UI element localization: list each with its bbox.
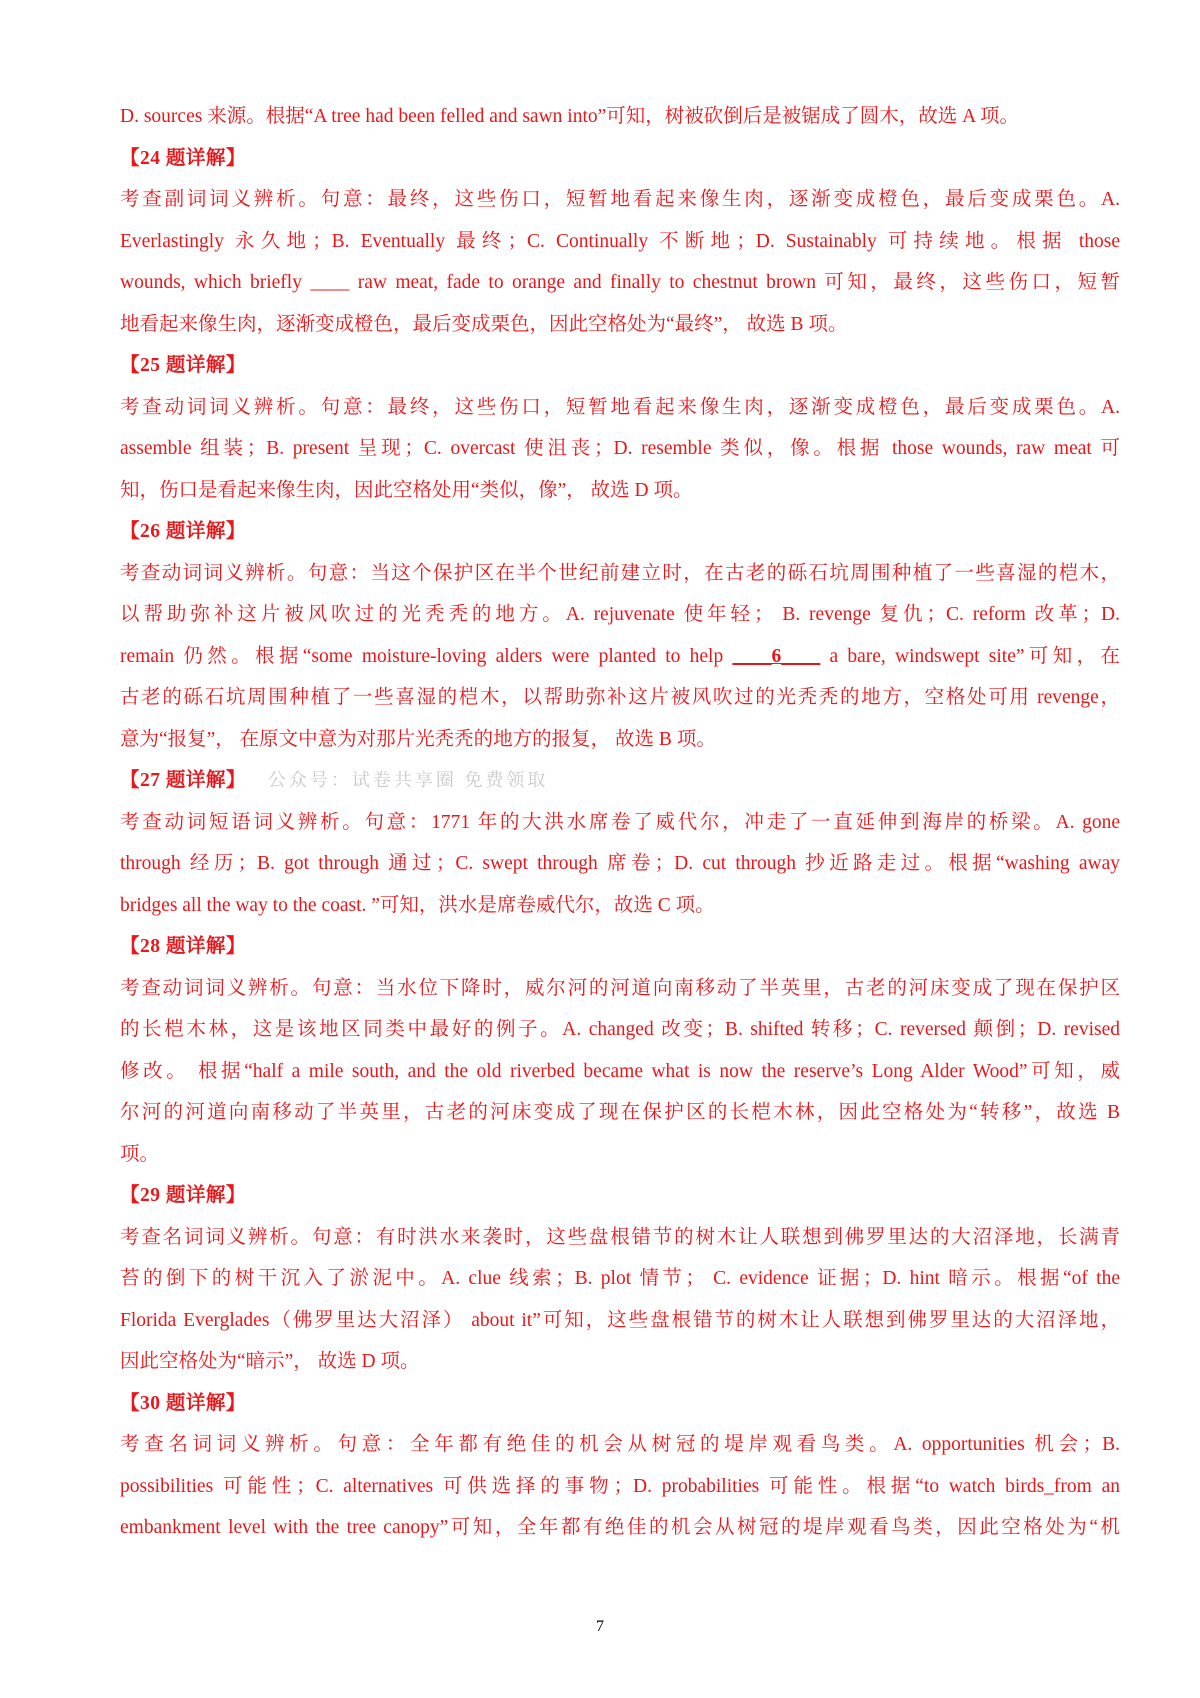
section-heading: 【28 题详解】 (120, 936, 246, 957)
section-heading: 【30 题详解】 (120, 1392, 246, 1414)
text-line: 考查动词词义辨析。句意：当水位下降时，威尔河的河道向南移动了半英里，古老的河床变成了现在保护区 (120, 977, 1120, 999)
text-line-with-blank (120, 636, 1120, 678)
document-body (120, 96, 1120, 1549)
text-line: 苔的倒下的树干沉入了淤泥中。A. clue 线索；B. plot 情节； C. evidence 证据；D. hint 暗示。根据“of the (120, 1268, 1120, 1289)
text-line: 考查动词词义辨析。句意：最终，这些伤口，短暂地看起来像生肉，逐渐变成橙色，最后变成栗色。A. (120, 396, 1120, 418)
section-heading: 【24 题详解】 (120, 147, 246, 169)
text-line: 考查动词短语词义辨析。句意：1771 年的大洪水席卷了威代尔，冲走了一直延伸到海岸的桥梁。A. gone (120, 811, 1120, 833)
text-line: assemble 组装；B. present 呈现；C. overcast 使沮丧；D. resemble 类似，像。根据 those wounds, raw meat 可 (120, 438, 1120, 459)
text-line: 以帮助弥补这片被风吹过的光秃秃的地方。A. rejuvenate 使年轻； B. revenge 复仇；C. reform 改革；D. (120, 604, 1120, 625)
text-line: bridges all the way to the coast. ”可知，洪水是席卷威代尔，故选 C 项。 (120, 894, 715, 916)
text-line: 地看起来像生肉，逐渐变成橙色，最后变成栗色，因此空格处为“最终”， 故选 B 项。 (120, 313, 848, 335)
text-line: 考查名词词义辨析。句意：有时洪水来袭时，这些盘根错节的树木让人联想到佛罗里达的大沼泽地，长满青 (120, 1226, 1120, 1248)
text-line: 因此空格处为“暗示”， 故选 D 项。 (120, 1351, 420, 1372)
watermark-text: 公众号：试卷共享圈 免费领取 (267, 770, 549, 790)
text-line: 意为“报复”， 在原文中意为对那片光秃秃的地方的报复， 故选 B 项。 (120, 728, 716, 750)
text-line: Florida Everglades（佛罗里达大沼泽） about it”可知，这些盘根错节的树木让人联想到佛罗里达的大沼泽地， (120, 1309, 1120, 1331)
text-line: 古老的砾石坑周围种植了一些喜湿的桤木，以帮助弥补这片被风吹过的光秃秃的地方，空格处可用 revenge， (120, 687, 1120, 708)
text-line: embankment level with the tree canopy”可知，全年都有绝佳的机会从树冠的堤岸观看鸟类，因此空格处为“机 (120, 1517, 1120, 1538)
section-heading: 【29 题详解】 (120, 1185, 246, 1206)
text-line: 项。 (120, 1143, 160, 1165)
section-heading: 【25 题详解】 (120, 355, 246, 376)
text-line: 考查副词词义辨析。句意：最终，这些伤口，短暂地看起来像生肉，逐渐变成橙色，最后变成栗色。A. (120, 189, 1120, 210)
section-heading: 【26 题详解】 (120, 521, 246, 542)
text-line: D. sources 来源。根据“A tree had been felled and sawn into”可知，树被砍倒后是被锯成了圆木，故选 A 项。 (120, 106, 1020, 127)
text-line: 知，伤口是看起来像生肉，因此空格处用“类似，像”， 故选 D 项。 (120, 479, 693, 501)
text-line: wounds, which briefly ____ raw meat, fade to orange and finally to chestnut brown 可知，最终，这些伤口，短暂 (120, 272, 1120, 293)
text-line: Everlastingly 永久地；B. Eventually 最终；C. Continually 不断地；D. Sustainably 可持续地。根据 those (120, 230, 1120, 252)
text-line: 考查名词词义辨析。句意：全年都有绝佳的机会从树冠的堤岸观看鸟类。A. opportunities 机会；B. (120, 1434, 1120, 1455)
text-line: through 经历；B. got through 通过；C. swept through 席卷；D. cut through 抄近路走过。根据“washing away (120, 853, 1120, 874)
text-line: 尔河的河道向南移动了半英里，古老的河床变成了现在保护区的长桤木林，因此空格处为“转移”，故选 B (120, 1102, 1120, 1123)
text-segment: a bare, windswept site”可知，在 (820, 645, 1120, 667)
blank-number: ____6____ (732, 645, 821, 667)
text-line: 考查动词词义辨析。句意：当这个保护区在半个世纪前建立时，在古老的砾石坑周围种植了一些喜湿的桤木， (120, 562, 1120, 584)
text-line: 的长桤木林，这是该地区同类中最好的例子。A. changed 改变；B. shifted 转移；C. reversed 颠倒；D. revised (120, 1019, 1120, 1040)
page-number: 7 (596, 1618, 604, 1635)
section-heading (120, 760, 1120, 802)
text-line: possibilities 可能性；C. alternatives 可供选择的事物；D. probabilities 可能性。根据“to watch birds_from an (120, 1475, 1120, 1497)
text-line: 修改。 根据“half a mile south, and the old riverbed became what is now the reserve’s Long Alder Wood”可知，威 (120, 1060, 1120, 1082)
text-segment: remain 仍然。根据“some moisture-loving alders were planted to help (120, 645, 733, 667)
section-heading-label: 【27 题详解】 (120, 770, 246, 791)
